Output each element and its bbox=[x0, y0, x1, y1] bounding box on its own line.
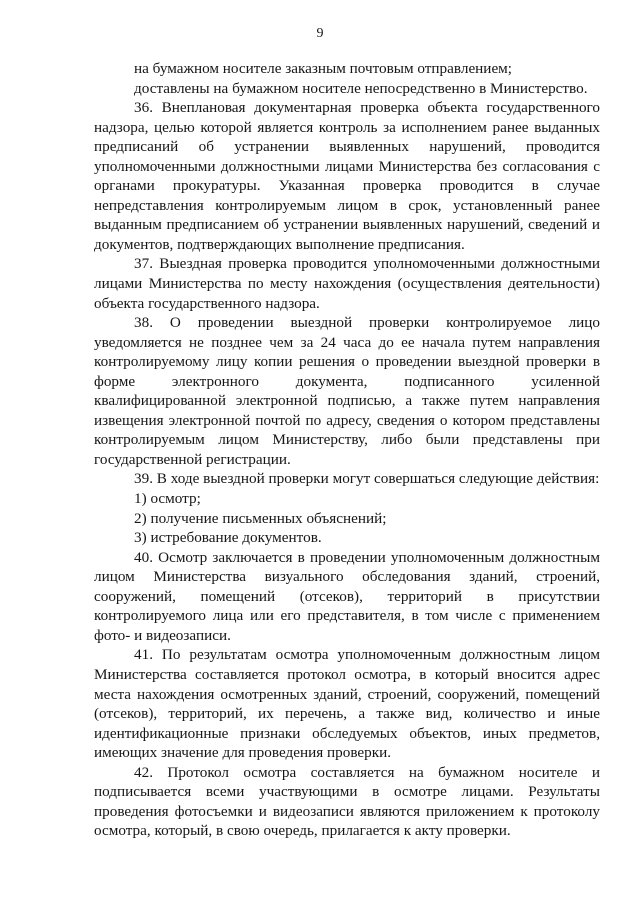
document-body bbox=[94, 59, 600, 841]
paragraph-40: 40. Осмотр заключается в проведении уполномоченным должностным лицом Министерства визуального обследования зданий, строений, сооружений, помещений (отсеков), территорий в присутствии контролируемого лица или его представителя, в том числе с применением фото- и видеозаписи. bbox=[94, 548, 600, 644]
list-item-inspection: 1) осмотр; bbox=[134, 490, 201, 508]
page-number: 9 bbox=[316, 26, 324, 41]
paragraph-delivery-mail: на бумажном носителе заказным почтовым отправлением; bbox=[134, 60, 513, 77]
paragraph-42: 42. Протокол осмотра составляется на бумажном носителе и подписывается всеми участвующими в осмотре лицами. Результаты проведения фотосъемки и видеозаписи являются приложением к протоколу осмотра, который, в свою очередь, прилагается к акту проверки. bbox=[94, 763, 600, 840]
paragraph-38: 38. О проведении выездной проверки контролируемое лицо уведомляется не позднее чем за 24 часа до ее начала путем направления контролируемому лицу копии решения о проведении выездной проверки в форме электронного документа, подписанного усиленной квалифицированной электронной подписью, а также путем направления извещения электронной почтой по адресу, сведения о котором представлены контролируемым лицом Министерству, либо были представлены при государственной регистрации. bbox=[94, 314, 600, 468]
list-item-documents: 3) истребование документов. bbox=[134, 529, 322, 547]
paragraph-delivery-direct: доставлены на бумажном носителе непосредственно в Министерство. bbox=[134, 79, 588, 97]
paragraph-37: 37. Выездная проверка проводится уполномоченными должностными лицами Министерства по месту нахождения (осуществления деятельности) объекта государственного надзора. bbox=[94, 255, 600, 312]
paragraph-36: 36. Внеплановая документарная проверка объекта государственного надзора, целью которой является контроль за исполнением ранее выданных предписаний об устранении выявленных нарушений, проводится уполномоченными должностными лицами Министерства без согласования с органами прокуратуры. Указанная проверка проводится в случае непредставления контролируемым лицом в срок, установленный ранее выданным предписанием об устранении выявленных нарушений, сведений и документов, подтверждающих выполнение предписания. bbox=[94, 99, 600, 253]
paragraph-39: 39. В ходе выездной проверки могут совершаться следующие действия: bbox=[134, 470, 600, 488]
paragraph-41: 41. По результатам осмотра уполномоченным должностным лицом Министерства составляется протокол осмотра, в который вносится адрес места нахождения осмотренных зданий, строений, сооружений, помещений (отсеков), территорий, их перечень, а также вид, количество и иные идентификационные признаки обследуемых объектов, иных предметов, имеющих значение для проведения проверки. bbox=[94, 646, 600, 762]
list-item-explanations: 2) получение письменных объяснений; bbox=[134, 509, 387, 527]
